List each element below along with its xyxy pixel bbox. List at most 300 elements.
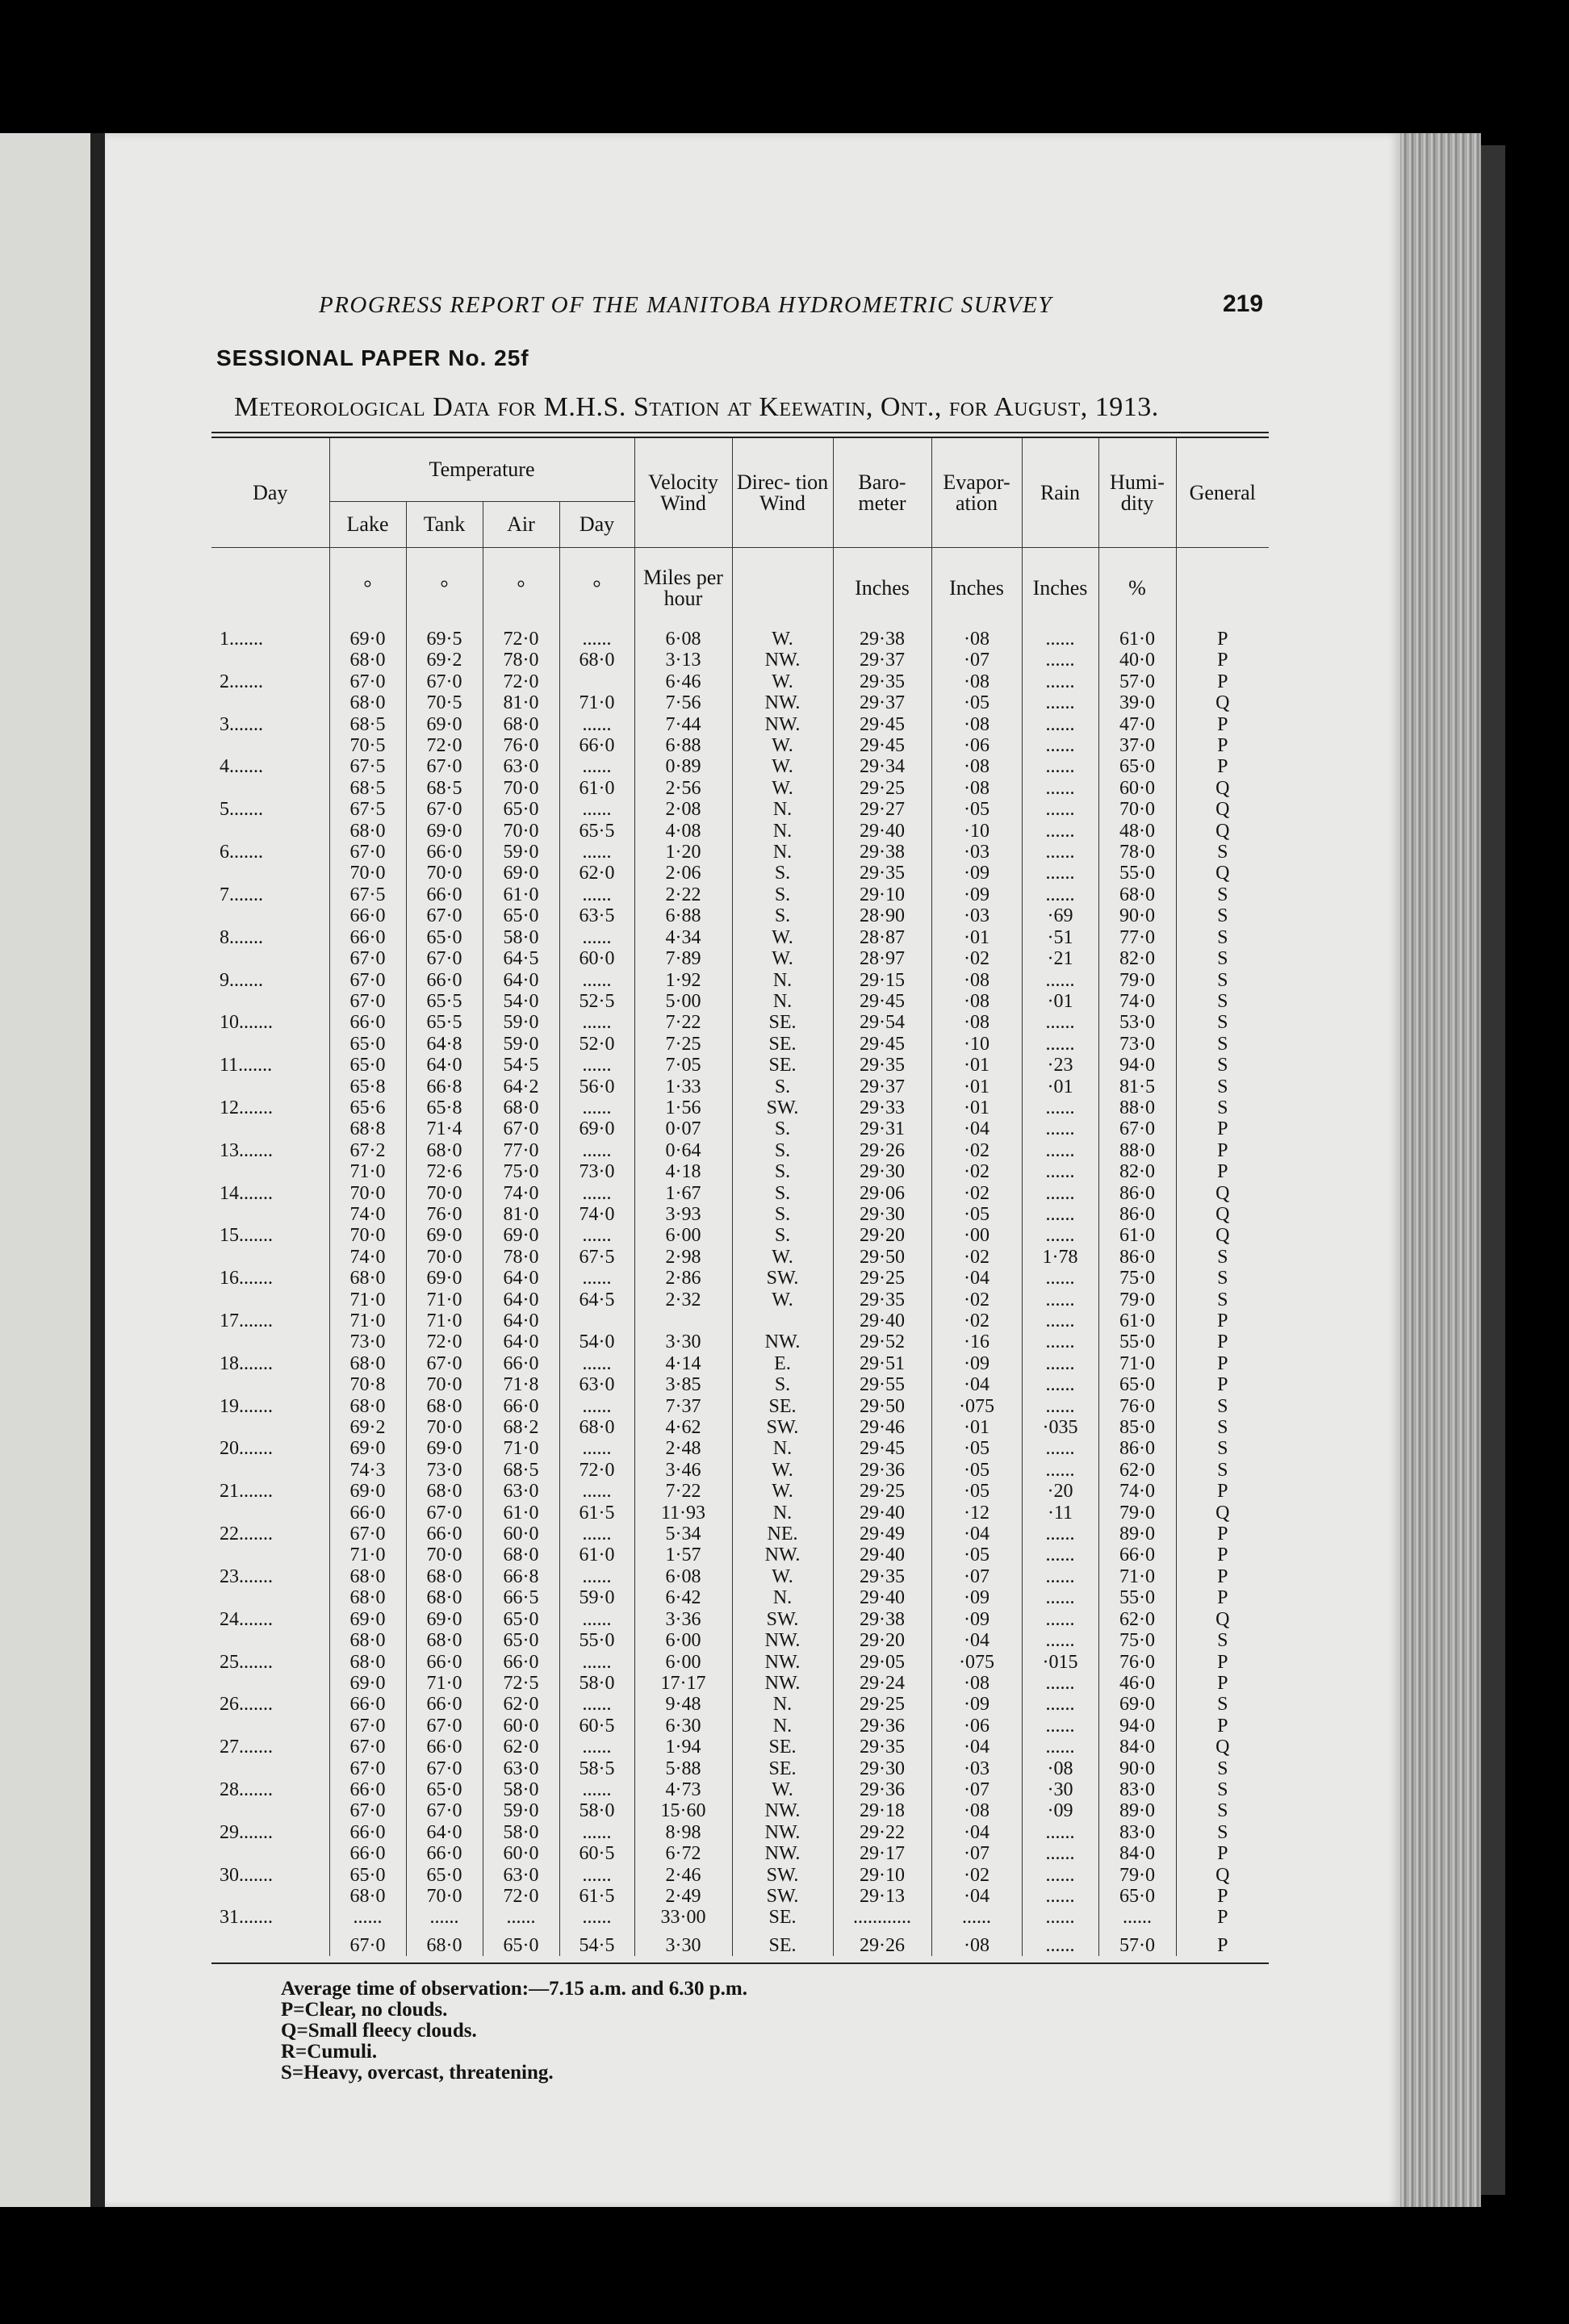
cell-evaporation: ·08 (931, 671, 1022, 692)
cell-rain: ...... (1022, 714, 1098, 735)
cell-humidity: 68·0 (1098, 884, 1176, 905)
cell-barometer: 29·38 (833, 842, 931, 863)
cell-day: 12....... (220, 1097, 273, 1118)
table-row (211, 1140, 1269, 1161)
cell-day (211, 1929, 329, 1956)
cell-barometer: 29·27 (833, 799, 931, 820)
cell-day-temp: ...... (559, 1779, 634, 1800)
cell-velocity: 1·56 (634, 1097, 732, 1118)
cell-tank: 65·0 (406, 1865, 483, 1886)
cell-evaporation: ·00 (931, 1225, 1022, 1246)
cell-humidity: 84·0 (1098, 1843, 1176, 1864)
cell-velocity: 4·62 (634, 1417, 732, 1438)
cell-barometer: 28·97 (833, 948, 931, 969)
cell-general: P (1176, 1118, 1269, 1139)
cell-lake: 69·0 (329, 1673, 406, 1694)
cell-day-temp: ...... (559, 1566, 634, 1587)
cell-velocity: 6·08 (634, 1566, 732, 1587)
table-row (211, 948, 1269, 969)
cell-air: 59·0 (483, 1034, 559, 1055)
table-row (211, 1865, 1269, 1886)
cell-day (211, 991, 329, 1012)
col-header-tank: Tank (406, 502, 483, 548)
book-gutter (90, 133, 105, 2207)
cell-rain: ...... (1022, 1460, 1098, 1481)
cell-evaporation: ·02 (931, 1865, 1022, 1886)
table-row (211, 1800, 1269, 1821)
cell-barometer: 29·40 (833, 1544, 931, 1565)
cell-air: 68·2 (483, 1417, 559, 1438)
cell-velocity: 7·22 (634, 1012, 732, 1033)
cell-rain: ...... (1022, 1374, 1098, 1395)
col-header-barometer: Baro- meter (833, 438, 931, 548)
cell-direction: N. (732, 1503, 833, 1524)
cell-velocity: 15·60 (634, 1800, 732, 1821)
cell-day (211, 1374, 329, 1395)
cell-direction: N. (732, 970, 833, 991)
cell-day (211, 1460, 329, 1481)
cell-barometer: 28·87 (833, 927, 931, 948)
table-row (211, 1097, 1269, 1118)
cell-tank: 70·0 (406, 1886, 483, 1907)
cell-humidity: 55·0 (1098, 1587, 1176, 1608)
sessional-paper-label: SESSIONAL PAPER No. 25f (216, 345, 529, 370)
cell-evaporation: ·08 (931, 1012, 1022, 1033)
cell-general: S (1176, 1822, 1269, 1843)
cell-general: Q (1176, 1204, 1269, 1225)
cell-general: S (1176, 1800, 1269, 1821)
cell-direction (732, 1310, 833, 1331)
cell-air: 63·0 (483, 1865, 559, 1886)
cell-evaporation: ·09 (931, 1353, 1022, 1374)
cell-rain: ...... (1022, 1907, 1098, 1928)
cell-barometer: 29·06 (833, 1183, 931, 1204)
cell-day-temp: 58·5 (559, 1758, 634, 1779)
cell-lake: 66·0 (329, 927, 406, 948)
cell-day (211, 1118, 329, 1139)
cell-air: 65·0 (483, 1929, 559, 1956)
table-row (211, 1652, 1269, 1673)
page-edges (1400, 133, 1481, 2207)
table-row (211, 1907, 1269, 1928)
col-header-humidity: Humi- dity (1098, 438, 1176, 548)
cell-evaporation: ·075 (931, 1396, 1022, 1417)
cell-direction: SW. (732, 1268, 833, 1289)
cell-evaporation: ·08 (931, 1673, 1022, 1694)
cell-general: P (1176, 1673, 1269, 1694)
cell-air: 72·0 (483, 629, 559, 650)
cell-day-temp: 61·0 (559, 1544, 634, 1565)
cell-rain: ...... (1022, 1310, 1098, 1331)
cell-lake: 67·0 (329, 970, 406, 991)
cell-rain: ...... (1022, 1843, 1098, 1864)
cell-humidity: 46·0 (1098, 1673, 1176, 1694)
cell-lake: 68·0 (329, 1652, 406, 1673)
cell-rain: ...... (1022, 1097, 1098, 1118)
cell-velocity: 33·00 (634, 1907, 732, 1928)
cell-velocity: 3·93 (634, 1204, 732, 1225)
cell-evaporation: ·08 (931, 991, 1022, 1012)
cell-direction: S. (732, 1140, 833, 1161)
cell-air: 64·0 (483, 1289, 559, 1310)
cell-humidity: 70·0 (1098, 799, 1176, 820)
cell-direction: S. (732, 1374, 833, 1395)
cell-evaporation: ·08 (931, 1929, 1022, 1956)
cell-evaporation: ·06 (931, 735, 1022, 756)
cell-rain: ·015 (1022, 1652, 1098, 1673)
cell-direction: SE. (732, 1034, 833, 1055)
cell-tank: 67·0 (406, 671, 483, 692)
cell-barometer: 29·33 (833, 1097, 931, 1118)
cell-velocity: 2·32 (634, 1289, 732, 1310)
cell-day-temp: 61·5 (559, 1886, 634, 1907)
cell-rain: ...... (1022, 1694, 1098, 1715)
cell-air: 64·2 (483, 1076, 559, 1097)
cell-rain: ...... (1022, 650, 1098, 671)
cell-barometer: 29·24 (833, 1673, 931, 1694)
cell-lake: 69·0 (329, 629, 406, 650)
cell-velocity: 1·67 (634, 1183, 732, 1204)
cell-lake: 67·0 (329, 1716, 406, 1737)
cell-tank: 70·0 (406, 1544, 483, 1565)
cell-air: 75·0 (483, 1161, 559, 1182)
cell-rain: ·20 (1022, 1481, 1098, 1502)
cell-day: 4....... (220, 756, 263, 778)
cell-lake: 68·5 (329, 714, 406, 735)
cell-tank: 66·8 (406, 1076, 483, 1097)
cell-barometer: 29·22 (833, 1822, 931, 1843)
table-row (211, 927, 1269, 948)
cell-general: S (1176, 1417, 1269, 1438)
cell-humidity: 66·0 (1098, 1544, 1176, 1565)
col-header-direction: Direc- tion Wind (732, 438, 833, 548)
cell-day (211, 821, 329, 842)
cell-evaporation: ·04 (931, 1268, 1022, 1289)
cell-tank: 72·0 (406, 1331, 483, 1352)
cell-rain: ...... (1022, 970, 1098, 991)
cell-lake: 68·0 (329, 1630, 406, 1651)
unit-rain: Inches (1022, 548, 1098, 629)
cell-tank: 64·0 (406, 1055, 483, 1076)
cell-rain: ...... (1022, 1609, 1098, 1630)
cell-day: 13....... (220, 1139, 273, 1161)
cell-day-temp: ...... (559, 756, 634, 777)
cell-direction: S. (732, 1161, 833, 1182)
table-row (211, 1331, 1269, 1352)
cell-evaporation: ·02 (931, 1140, 1022, 1161)
cell-air: 58·0 (483, 1779, 559, 1800)
table-row (211, 1630, 1269, 1651)
cell-air: 66·0 (483, 1396, 559, 1417)
cell-air: 74·0 (483, 1183, 559, 1204)
cell-tank: 66·0 (406, 1652, 483, 1673)
cell-lake: 71·0 (329, 1289, 406, 1310)
cell-barometer: 29·50 (833, 1396, 931, 1417)
cell-day (211, 1758, 329, 1779)
cell-humidity: 94·0 (1098, 1055, 1176, 1076)
cell-direction: SE. (732, 1758, 833, 1779)
cell-day: 26....... (220, 1694, 273, 1716)
cell-velocity: 2·22 (634, 884, 732, 905)
cell-barometer: 29·10 (833, 1865, 931, 1886)
cell-general: P (1176, 1843, 1269, 1864)
cell-lake: 65·0 (329, 1055, 406, 1076)
cell-direction: S. (732, 905, 833, 926)
cell-velocity: 6·08 (634, 629, 732, 650)
cell-general: P (1176, 1310, 1269, 1331)
cell-lake: 65·6 (329, 1097, 406, 1118)
cell-evaporation: ·01 (931, 1097, 1022, 1118)
cell-direction: N. (732, 821, 833, 842)
cell-barometer: 29·35 (833, 1289, 931, 1310)
cell-lake: 67·5 (329, 756, 406, 777)
cell-humidity: 90·0 (1098, 1758, 1176, 1779)
cell-barometer: 29·18 (833, 1800, 931, 1821)
cell-direction: SE. (732, 1012, 833, 1033)
cell-general: S (1176, 884, 1269, 905)
cell-direction: W. (732, 629, 833, 650)
cell-humidity: 81·5 (1098, 1076, 1176, 1097)
cell-air: 72·0 (483, 1886, 559, 1907)
cell-rain: ...... (1022, 1012, 1098, 1033)
book-cover-edge (1481, 145, 1505, 2195)
cell-direction: NW. (732, 1630, 833, 1651)
cell-general: P (1176, 1353, 1269, 1374)
cell-air: 78·0 (483, 650, 559, 671)
cell-direction: N. (732, 991, 833, 1012)
cell-humidity: 61·0 (1098, 1310, 1176, 1331)
note-legend-q: Q=Small fleecy clouds. (281, 2020, 477, 2042)
cell-evaporation: ·01 (931, 1417, 1022, 1438)
cell-velocity: 7·89 (634, 948, 732, 969)
cell-barometer: 29·26 (833, 1929, 931, 1956)
cell-humidity: 82·0 (1098, 1161, 1176, 1182)
cell-barometer: 29·52 (833, 1331, 931, 1352)
cell-day: 7....... (220, 884, 263, 905)
cell-lake: 66·0 (329, 1843, 406, 1864)
cell-tank: 68·5 (406, 778, 483, 799)
cell-direction: N. (732, 1587, 833, 1608)
cell-rain: ·69 (1022, 905, 1098, 926)
cell-humidity: 86·0 (1098, 1247, 1176, 1268)
cell-tank: 68·0 (406, 1566, 483, 1587)
cell-lake: 74·0 (329, 1247, 406, 1268)
cell-air: 54·0 (483, 991, 559, 1012)
cell-barometer: 29·38 (833, 1609, 931, 1630)
cell-day (211, 650, 329, 671)
cell-general: S (1176, 1268, 1269, 1289)
cell-humidity: 55·0 (1098, 1331, 1176, 1352)
cell-rain: ...... (1022, 884, 1098, 905)
table-row (211, 1886, 1269, 1907)
cell-evaporation: ·08 (931, 629, 1022, 650)
cell-day (211, 1544, 329, 1565)
cell-day: 2....... (220, 671, 263, 692)
cell-lake: 70·0 (329, 1225, 406, 1246)
cell-air: 61·0 (483, 1503, 559, 1524)
cell-barometer: 29·50 (833, 1247, 931, 1268)
cell-tank: 70·0 (406, 863, 483, 884)
cell-barometer: 29·40 (833, 821, 931, 842)
cell-lake: 68·0 (329, 650, 406, 671)
cell-rain: ...... (1022, 1587, 1098, 1608)
cell-rain: ...... (1022, 1204, 1098, 1225)
cell-general: P (1176, 756, 1269, 777)
cell-direction: SW. (732, 1886, 833, 1907)
col-header-day-temp: Day (559, 502, 634, 548)
cell-rain: ...... (1022, 799, 1098, 820)
cell-evaporation: ·05 (931, 1438, 1022, 1459)
cell-humidity: 57·0 (1098, 671, 1176, 692)
cell-rain: ·23 (1022, 1055, 1098, 1076)
cell-day: 11....... (220, 1055, 273, 1076)
col-header-evaporation: Evapor- ation (931, 438, 1022, 548)
cell-evaporation: ·05 (931, 1481, 1022, 1502)
cell-rain: ...... (1022, 863, 1098, 884)
cell-day-temp: 60·0 (559, 948, 634, 969)
cell-day: 31....... (220, 1907, 273, 1929)
cell-tank: 76·0 (406, 1204, 483, 1225)
cell-rain: ·08 (1022, 1758, 1098, 1779)
cell-day (211, 778, 329, 799)
cell-air: 58·0 (483, 1822, 559, 1843)
table-row (211, 1587, 1269, 1608)
cell-humidity: 74·0 (1098, 991, 1176, 1012)
cell-general: S (1176, 842, 1269, 863)
cell-air: 72·0 (483, 671, 559, 692)
cell-humidity: 79·0 (1098, 970, 1176, 991)
cell-evaporation: ·02 (931, 948, 1022, 969)
cell-evaporation: ·05 (931, 1544, 1022, 1565)
table-row (211, 629, 1269, 650)
cell-day: 28....... (220, 1779, 273, 1800)
cell-day-temp: ...... (559, 1737, 634, 1758)
cell-air: 68·0 (483, 1544, 559, 1565)
left-page-edge (0, 133, 90, 2207)
cell-day-temp: 58·0 (559, 1673, 634, 1694)
cell-day-temp: 61·5 (559, 1503, 634, 1524)
cell-air: 62·0 (483, 1737, 559, 1758)
cell-direction: W. (732, 735, 833, 756)
cell-day (211, 1076, 329, 1097)
cell-day: 10....... (220, 1012, 273, 1034)
cell-rain: ·01 (1022, 1076, 1098, 1097)
cell-direction: W. (732, 778, 833, 799)
cell-barometer: 29·35 (833, 1737, 931, 1758)
cell-air: 77·0 (483, 1140, 559, 1161)
cell-day-temp: ...... (559, 842, 634, 863)
cell-direction: S. (732, 1076, 833, 1097)
cell-velocity: 1·33 (634, 1076, 732, 1097)
cell-barometer: 29·36 (833, 1716, 931, 1737)
cell-air: 65·0 (483, 905, 559, 926)
table-row (211, 1310, 1269, 1331)
cell-tank: 66·0 (406, 1737, 483, 1758)
cell-velocity: 0·64 (634, 1140, 732, 1161)
cell-rain: ...... (1022, 1524, 1098, 1544)
cell-rain: ·21 (1022, 948, 1098, 969)
table-row (211, 1225, 1269, 1246)
cell-day-temp: 58·0 (559, 1800, 634, 1821)
cell-lake: 70·5 (329, 735, 406, 756)
cell-day: 14....... (220, 1182, 273, 1204)
cell-barometer: 29·36 (833, 1460, 931, 1481)
table-row (211, 1779, 1269, 1800)
col-header-temperature: Temperature (329, 438, 634, 502)
cell-day-temp: ...... (559, 799, 634, 820)
cell-lake: 68·8 (329, 1118, 406, 1139)
cell-direction: N. (732, 842, 833, 863)
cell-velocity: 3·36 (634, 1609, 732, 1630)
cell-direction: NW. (732, 714, 833, 735)
cell-direction: SE. (732, 1396, 833, 1417)
cell-evaporation: ·03 (931, 842, 1022, 863)
col-header-air: Air (483, 502, 559, 548)
cell-air: 68·5 (483, 1460, 559, 1481)
cell-rain: ...... (1022, 1225, 1098, 1246)
table-row (211, 714, 1269, 735)
cell-direction: W. (732, 756, 833, 777)
cell-humidity: 71·0 (1098, 1353, 1176, 1374)
cell-day-temp: 56·0 (559, 1076, 634, 1097)
table-row (211, 884, 1269, 905)
cell-general: S (1176, 970, 1269, 991)
cell-barometer: 29·49 (833, 1524, 931, 1544)
cell-day (211, 735, 329, 756)
cell-lake: 67·0 (329, 1800, 406, 1821)
cell-day (211, 1034, 329, 1055)
cell-velocity: 5·00 (634, 991, 732, 1012)
table-row (211, 1716, 1269, 1737)
cell-general: Q (1176, 1737, 1269, 1758)
cell-tank: 66·0 (406, 842, 483, 863)
cell-rain: ...... (1022, 1716, 1098, 1737)
cell-evaporation: ·01 (931, 1055, 1022, 1076)
table-row (211, 863, 1269, 884)
cell-lake: 74·0 (329, 1204, 406, 1225)
cell-humidity: 65·0 (1098, 1374, 1176, 1395)
cell-lake: 66·0 (329, 1822, 406, 1843)
unit-evaporation: Inches (931, 548, 1022, 629)
cell-general: S (1176, 1438, 1269, 1459)
cell-velocity: 2·46 (634, 1865, 732, 1886)
cell-velocity: 7·05 (634, 1055, 732, 1076)
cell-tank: 68·0 (406, 1396, 483, 1417)
cell-air: 65·0 (483, 1630, 559, 1651)
cell-day-temp: 74·0 (559, 1204, 634, 1225)
cell-barometer: 29·37 (833, 692, 931, 713)
cell-rain: ...... (1022, 1438, 1098, 1459)
table-row (211, 1673, 1269, 1694)
cell-velocity: 3·85 (634, 1374, 732, 1395)
cell-air: 68·0 (483, 1097, 559, 1118)
cell-velocity: 1·20 (634, 842, 732, 863)
cell-general: Q (1176, 692, 1269, 713)
unit-velocity: Miles per hour (634, 548, 732, 629)
cell-rain: ...... (1022, 1886, 1098, 1907)
cell-humidity: 71·0 (1098, 1566, 1176, 1587)
cell-humidity: 77·0 (1098, 927, 1176, 948)
cell-day-temp: 59·0 (559, 1587, 634, 1608)
cell-lake: 67·0 (329, 842, 406, 863)
cell-barometer: 29·37 (833, 650, 931, 671)
cell-evaporation: ·08 (931, 1800, 1022, 1821)
cell-day: 15....... (220, 1225, 273, 1247)
cell-rain: ...... (1022, 671, 1098, 692)
cell-general: P (1176, 1331, 1269, 1352)
cell-air: 64·0 (483, 1310, 559, 1331)
cell-tank: 66·0 (406, 1843, 483, 1864)
